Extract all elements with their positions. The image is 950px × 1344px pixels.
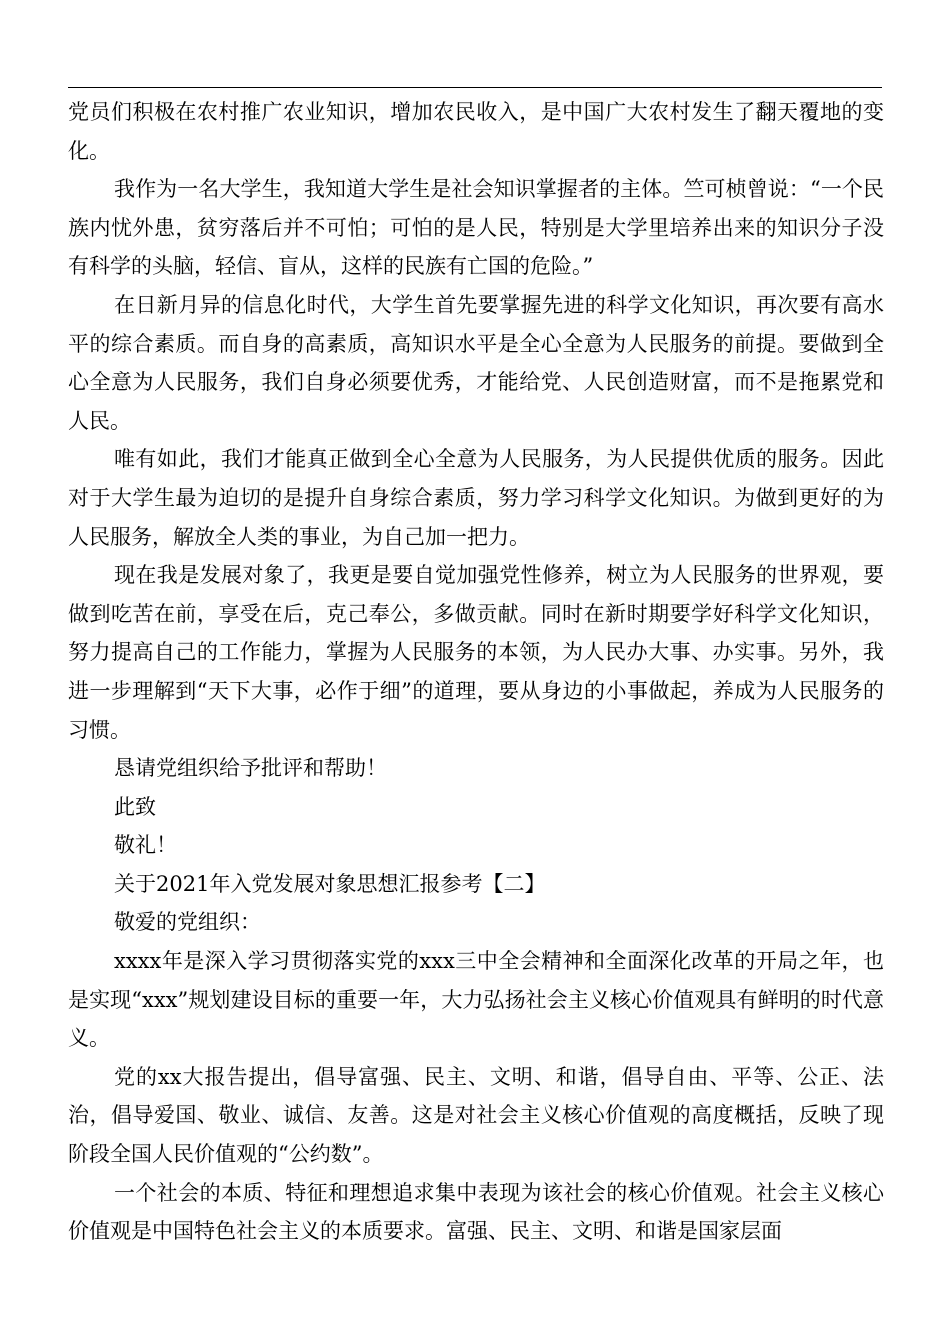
- request-line: 恳请党组织给予批评和帮助！: [114, 756, 387, 781]
- paragraph-8: 一个社会的本质、特征和理想追求集中表现为该社会的核心价值观。社会主义核心价值观是中国特色社会主义的本质要求。富强、民主、文明、和谐是国家层面: [68, 1180, 884, 1244]
- paragraph-2: 我作为一名大学生，我知道大学生是社会知识掌握者的主体。竺可桢曾说：“一个民族内忧外患，贫穷落后并不可怕；可怕的是人民，特别是大学里培养出来的知识分子没有科学的头脑，轻信、盲从，这样的民族有亡国的危险。”: [68, 177, 884, 279]
- document-body: [68, 93, 884, 1251]
- paragraph-5: 现在我是发展对象了，我更是要自觉加强党性修养，树立为人民服务的世界观，要做到吃苦在前，享受在后，克己奉公，多做贡献。同时在新时期要学好科学文化知识，努力提高自己的工作能力，掌握为人民服务的本领，为人民办大事、办实事。另外，我进一步理解到“天下大事，必作于细”的道理，要从身边的小事做起，养成为人民服务的习惯。: [68, 563, 884, 742]
- header-rule: [68, 87, 882, 88]
- greeting-line: 敬爱的党组织：: [114, 910, 261, 935]
- closing-line: 敬礼！: [114, 833, 177, 858]
- paragraph-3: 在日新月异的信息化时代，大学生首先要掌握先进的科学文化知识，再次要有高水平的综合素质。而自身的高素质，高知识水平是全心全意为人民服务的前提。要做到全心全意为人民服务，我们自身必须要优秀，才能给党、人民创造财富，而不是拖累党和人民。: [68, 292, 884, 433]
- paragraph-7: 党的xx大报告提出，倡导富强、民主、文明、和谐，倡导自由、平等、公正、法治，倡导爱国、敬业、诚信、友善。这是对社会主义核心价值观的高度概括，反映了现阶段全国人民价值观的“公约数”。: [68, 1064, 884, 1167]
- paragraph-4: 唯有如此，我们才能真正做到全心全意为人民服务，为人民提供优质的服务。因此对于大学生最为迫切的是提升自身综合素质，努力学习科学文化知识。为做到更好的为人民服务，解放全人类的事业，为自己加一把力。: [68, 447, 884, 549]
- salutation-line: 此致: [114, 794, 156, 819]
- paragraph-6: xxxx年是深入学习贯彻落实党的xxx三中全会精神和全面深化改革的开局之年，也是实现“xxx”规划建设目标的重要一年，大力弘扬社会主义核心价值观具有鲜明的时代意义。: [68, 949, 884, 1051]
- paragraph-1: 党员们积极在农村推广农业知识，增加农民收入，是中国广大农村发生了翻天覆地的变化。: [68, 100, 884, 163]
- section-title: 关于2021年入党发展对象思想汇报参考【二】: [114, 871, 546, 896]
